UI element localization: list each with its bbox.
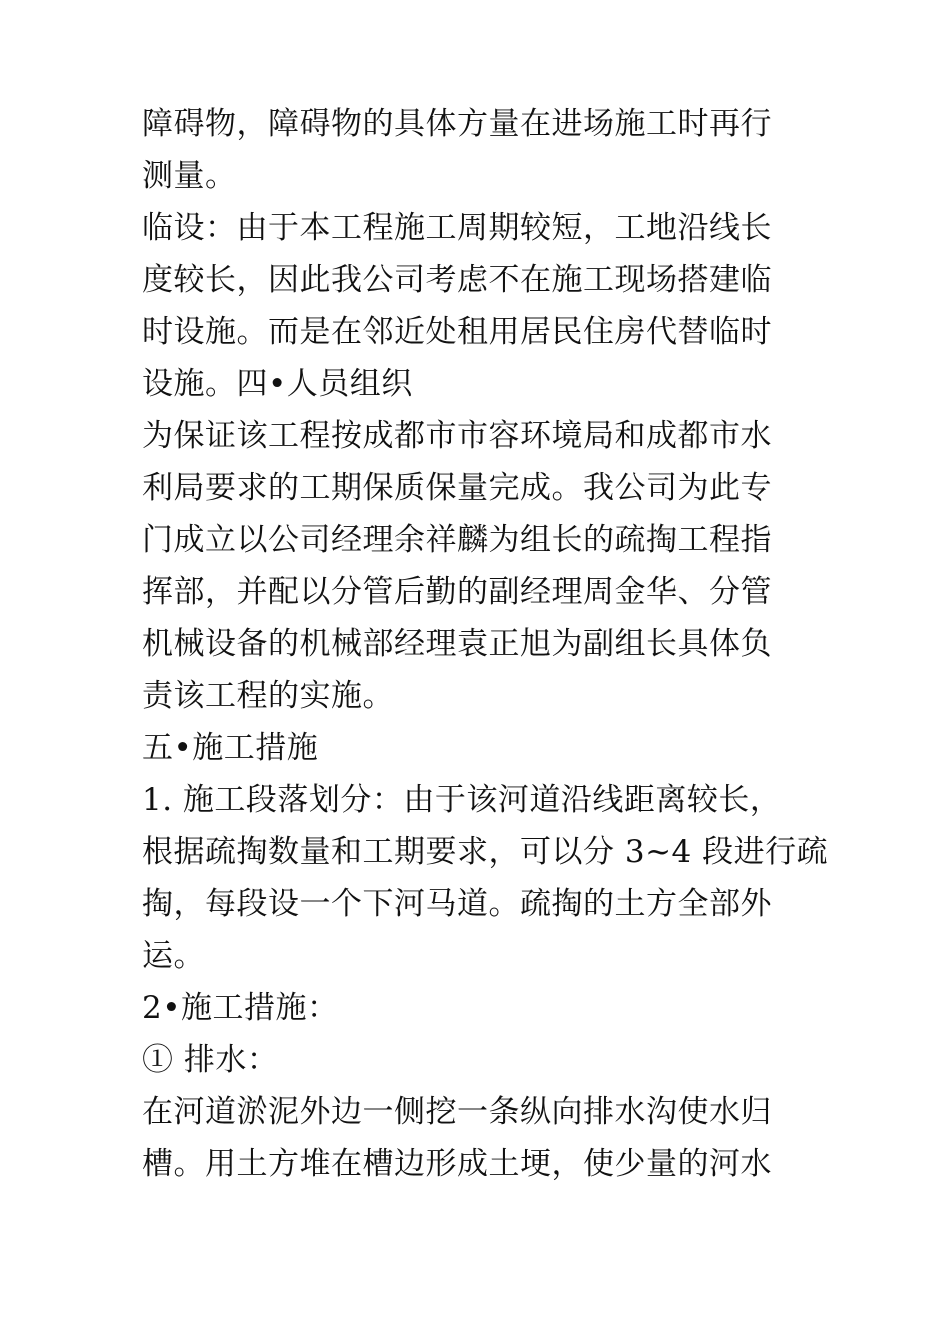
text-line: 槽。用土方堆在槽边形成土埂，使少量的河水	[142, 1146, 772, 1182]
text-line: 时设施。而是在邻近处租用居民住房代替临时	[142, 314, 772, 350]
document-body	[142, 98, 829, 1190]
text-line: 设施。四•人员组织	[142, 366, 413, 402]
list-item-heading: ① 排水：	[142, 1042, 279, 1078]
text-line: 机械设备的机械部经理袁正旭为副组长具体负	[142, 626, 772, 662]
section-heading: 五•施工措施	[142, 730, 319, 766]
text-line: 在河道淤泥外边一侧挖一条纵向排水沟使水归	[142, 1094, 772, 1130]
text-line: 掏，每段设一个下河马道。疏掏的土方全部外	[142, 886, 772, 922]
text-line: 障碍物，障碍物的具体方量在进场施工时再行	[142, 106, 772, 142]
text-line: 根据疏掏数量和工期要求，可以分 3~4 段进行疏	[142, 834, 829, 870]
text-line: 运。	[142, 938, 205, 974]
text-line: 门成立以公司经理余祥麟为组长的疏掏工程指	[142, 522, 772, 558]
text-line: 利局要求的工期保质保量完成。我公司为此专	[142, 470, 772, 506]
text-line: 1. 施工段落划分：由于该河道沿线距离较长，	[142, 782, 782, 818]
text-line: 挥部，并配以分管后勤的副经理周金华、分管	[142, 574, 772, 610]
text-line: 测量。	[142, 158, 237, 194]
text-line: 责该工程的实施。	[142, 678, 394, 714]
text-line: 为保证该工程按成都市市容环境局和成都市水	[142, 418, 772, 454]
subsection-heading: 2•施工措施：	[142, 990, 339, 1026]
text-line: 度较长，因此我公司考虑不在施工现场搭建临	[142, 262, 772, 298]
text-line: 临设：由于本工程施工周期较短，工地沿线长	[142, 210, 772, 246]
